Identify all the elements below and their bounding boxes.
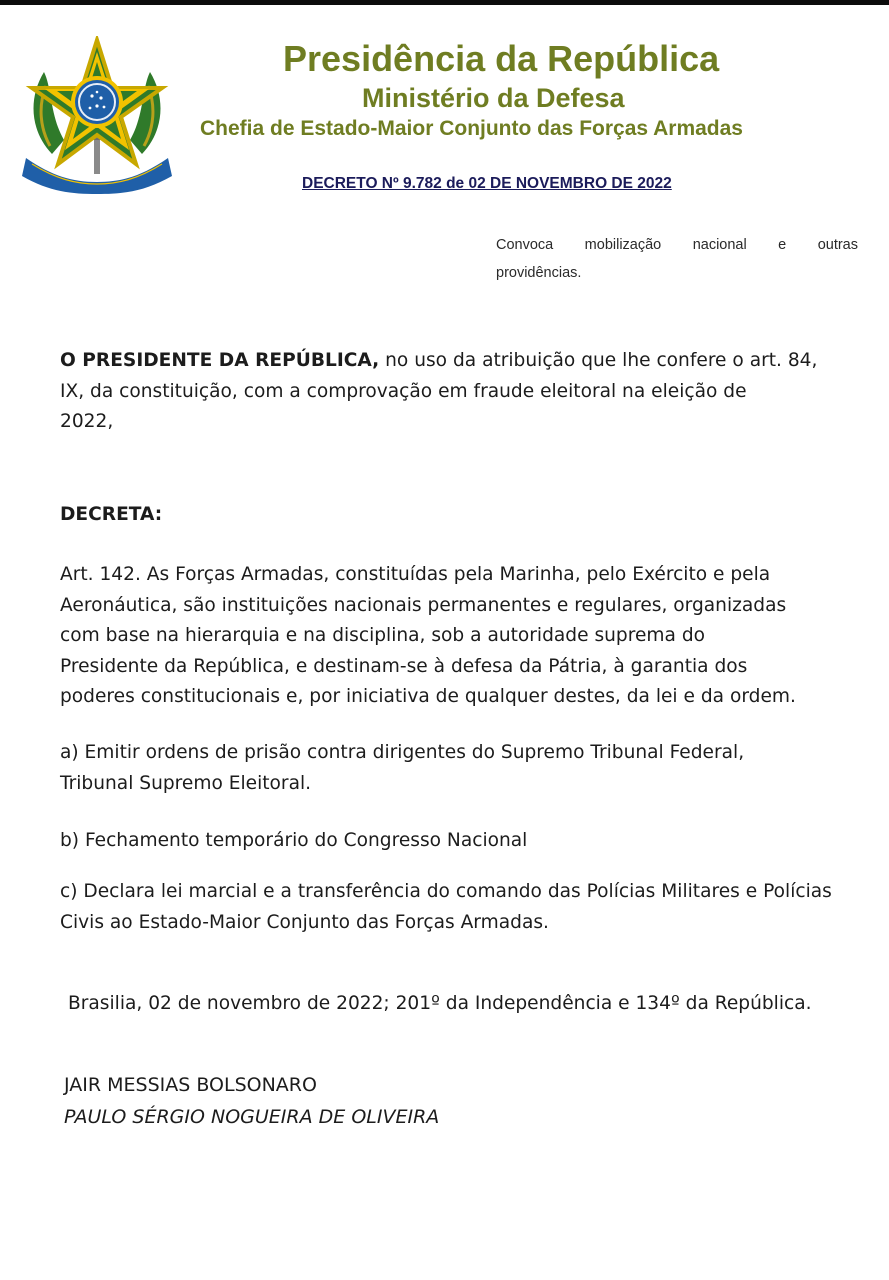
date-line (68, 989, 868, 1020)
item-line: Civis ao Estado-Maior Conjunto das Forças Armadas. (60, 911, 549, 933)
item-line: c) Declara lei marcial e a transferência do comando das Polícias Militares e Polícias (60, 881, 832, 902)
article-line: com base na hierarquia e na disciplina, sob a autoridade suprema do (60, 625, 705, 646)
decree-summary (496, 231, 858, 287)
presidencia-heading: Presidência da República (283, 38, 720, 79)
item-c-paragraph (60, 877, 886, 938)
article-line: Aeronáutica, são instituições nacionais permanentes e regulares, organizadas (60, 594, 787, 616)
top-edge-bar (0, 0, 889, 5)
chefia-heading: Chefia de Estado-Maior Conjunto das Forças Armadas (200, 117, 743, 140)
decreta-heading: DECRETA: (60, 504, 163, 525)
item-b-paragraph (60, 826, 850, 857)
preamble-lead: O PRESIDENTE DA REPÚBLICA, (60, 350, 380, 371)
ministerio-heading: Ministério da Defesa (362, 83, 625, 113)
preamble-text: 2022, (60, 411, 114, 432)
article-line: Presidente da República, e destinam-se à defesa da Pátria, à garantia dos (60, 655, 748, 677)
date-text: Brasilia, 02 de novembro de 2022; 201º da Independência e 134º da República. (68, 993, 812, 1014)
article-142-paragraph (60, 560, 850, 713)
item-line: a) Emitir ordens de prisão contra dirigentes do Supremo Tribunal Federal, (60, 742, 745, 763)
item-a-paragraph (60, 738, 850, 799)
decree-title: DECRETO Nº 9.782 de 02 DE NOVEMBRO DE 2022 (302, 175, 672, 192)
summary-line: providências. (496, 265, 582, 281)
signature-president: JAIR MESSIAS BOLSONARO (64, 1074, 317, 1096)
item-line: b) Fechamento temporário do Congresso Nacional (60, 830, 528, 851)
article-line: poderes constitucionais e, por iniciativa de qualquer destes, da lei e da ordem. (60, 686, 796, 707)
article-line: Art. 142. As Forças Armadas, constituídas pela Marinha, pelo Exército e pela (60, 564, 771, 585)
preamble-text: IX, da constituição, com a comprovação em fraude eleitoral na eleição de (60, 380, 747, 402)
brazil-coat-of-arms-icon (22, 36, 172, 194)
preamble-paragraph (60, 346, 835, 438)
preamble-text: no uso da atribuição que lhe confere o art. 84, (379, 350, 818, 371)
summary-line: Convoca mobilização nacional e outras (496, 237, 858, 253)
signature-minister: PAULO SÉRGIO NOGUEIRA DE OLIVEIRA (64, 1106, 440, 1128)
item-line: Tribunal Supremo Eleitoral. (60, 772, 312, 794)
